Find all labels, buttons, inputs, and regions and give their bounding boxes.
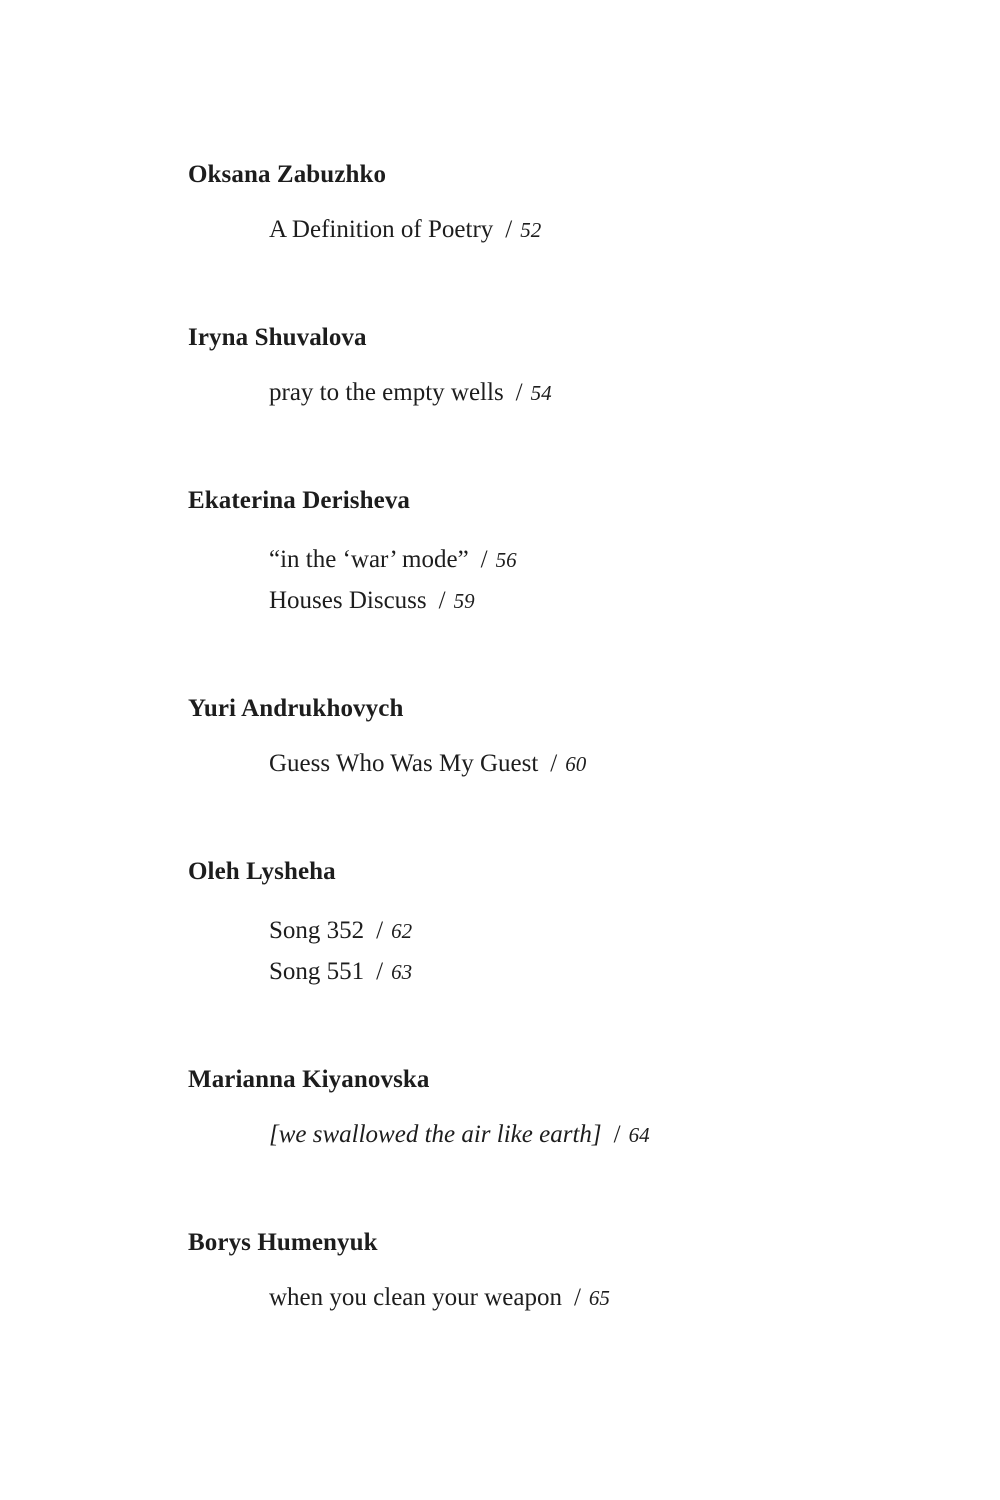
page-number: 64 — [628, 1123, 650, 1147]
page-number: 54 — [530, 381, 552, 405]
separator: / — [505, 216, 513, 243]
page-number: 56 — [495, 548, 517, 572]
author-name: Ekaterina Derisheva — [188, 487, 411, 514]
poem-title: A Definition of Poetry — [269, 216, 494, 243]
page-number: 59 — [453, 589, 475, 613]
separator: / — [573, 1284, 581, 1311]
toc-entry[interactable] — [269, 586, 475, 616]
poem-title: “in the ‘war’ mode” — [269, 546, 469, 573]
author-name: Marianna Kiyanovska — [188, 1066, 430, 1093]
poem-title: Houses Discuss — [269, 587, 427, 614]
toc-entry[interactable] — [269, 215, 541, 245]
toc-entry[interactable] — [269, 378, 552, 408]
poem-title: Guess Who Was My Guest — [269, 750, 539, 777]
author-name: Oleh Lysheha — [188, 858, 336, 885]
separator: / — [613, 1121, 621, 1148]
poem-title: Song 352 — [269, 917, 365, 944]
page-number: 63 — [391, 960, 413, 984]
toc-entry[interactable] — [269, 1120, 650, 1150]
poem-title: when you clean your weapon — [269, 1284, 562, 1311]
separator: / — [480, 546, 488, 573]
poem-title: [we swallowed the air like earth] — [269, 1121, 602, 1148]
toc-entry[interactable] — [269, 749, 586, 779]
author-name: Oksana Zabuzhko — [188, 161, 387, 188]
page-number: 65 — [588, 1286, 610, 1310]
author-name: Borys Humenyuk — [188, 1229, 378, 1256]
page-number: 60 — [565, 752, 587, 776]
author-name: Iryna Shuvalova — [188, 324, 367, 351]
separator: / — [515, 379, 523, 406]
toc-entry[interactable] — [269, 957, 412, 987]
separator: / — [438, 587, 446, 614]
separator: / — [376, 958, 384, 985]
page-number: 62 — [391, 919, 413, 943]
page-number: 52 — [520, 218, 542, 242]
poem-title: Song 551 — [269, 958, 365, 985]
toc-entry[interactable] — [269, 916, 412, 946]
poem-title: pray to the empty wells — [269, 379, 504, 406]
toc-entry[interactable] — [269, 1283, 610, 1313]
separator: / — [376, 917, 384, 944]
toc-entry[interactable] — [269, 545, 517, 575]
separator: / — [550, 750, 558, 777]
author-name: Yuri Andrukhovych — [188, 695, 404, 722]
